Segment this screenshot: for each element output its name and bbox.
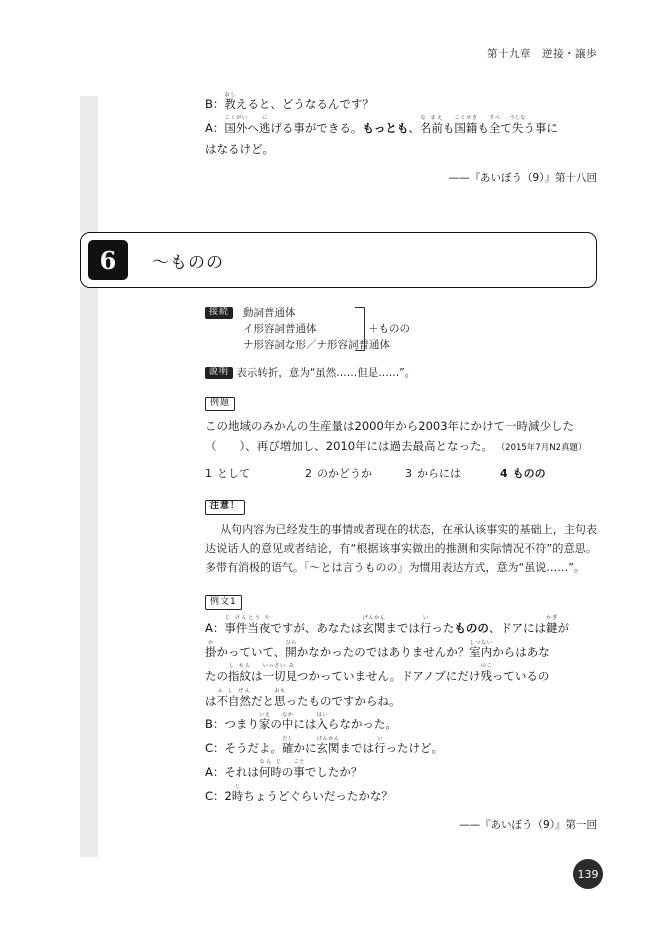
connection-form-item: イ形容詞普通体 — [243, 323, 317, 335]
explanation-text: 表示转折，意为“虽然……但是……”。 — [236, 367, 416, 379]
choice-option[interactable] — [205, 465, 305, 481]
ruby-mitsu: 見み — [285, 663, 297, 684]
choice-label: として — [217, 467, 250, 481]
section-heading — [80, 232, 597, 288]
example-sentence-block — [205, 589, 597, 832]
speaker-label: A： — [205, 121, 225, 135]
dialogue-line: A：事件じ けん当夜とう やですが、あなたは玄関げんかんまでは行いったものの、ドアには鍵かぎが — [205, 615, 570, 636]
dialogue-line-cont: 掛かかっていて、開ひらかなかったのではありませんか？室内しつないからはあな — [205, 639, 550, 659]
ruby-kokugai: 国外こくがい — [224, 115, 248, 135]
ruby-shimon: 指紋し もん — [228, 663, 251, 684]
ruby-tashika: 確たし — [282, 735, 294, 755]
dialogue-line-cont: はなるけど。 — [205, 142, 274, 156]
speaker-label: B： — [205, 717, 225, 732]
speaker-label: A： — [205, 765, 225, 780]
ruby-nokoru: 残のこ — [480, 663, 492, 684]
explanation-tag: 説明 — [205, 367, 233, 380]
ruby-ji: 時じ — [231, 783, 244, 803]
ruby-ushinau: 失うしな — [509, 115, 526, 135]
ruby-kagi: 鍵かぎ — [546, 615, 558, 636]
ruby-subete: 全すべ — [488, 115, 501, 135]
ruby-oshi: 教おし — [224, 92, 236, 111]
caution-text — [205, 520, 597, 577]
dialogue-line: B：教おしえると、どうなるんです？ — [205, 92, 374, 111]
ruby-itta: 行い — [419, 615, 432, 636]
top-dialogue — [205, 92, 597, 185]
speaker-label: B： — [205, 97, 225, 111]
ruby-genkan: 玄関げんかん — [362, 615, 386, 636]
dialogue-line: A：それは何時なん じの事ことでしたか？ — [205, 759, 363, 780]
choice-number: 3 — [405, 467, 412, 481]
connection-block — [205, 305, 597, 357]
connection-tag: 接続 — [205, 307, 233, 320]
example-question-text — [205, 416, 597, 458]
dialogue-source: ——『あいぼう（9）』第十八回 — [448, 172, 597, 184]
choice-option[interactable] — [305, 465, 405, 481]
explanation-block — [205, 365, 597, 381]
section-title: 〜ものの — [152, 253, 224, 273]
page-header: 第十九章 逆接・譲歩 — [487, 48, 597, 60]
example-sentence-body — [205, 615, 597, 832]
ruby-nanji: 何時なん じ — [258, 759, 282, 780]
dialogue-line: C：2時じちょうどぐらいだったかな？ — [205, 783, 393, 803]
ruby-jiken: 事件じ けん — [224, 615, 248, 636]
speaker-label: A： — [205, 621, 225, 636]
ruby-touya: 当夜とう や — [247, 615, 271, 636]
ruby-koto: 事こと — [293, 759, 305, 780]
speaker-label: C： — [205, 740, 225, 755]
section-number: 6 — [88, 240, 128, 280]
choice-option-correct[interactable] — [500, 465, 546, 481]
ruby-issai: 一切いっさい — [262, 663, 286, 684]
dialogue-line: C：そうだよ。確たしかに玄関げんかんまでは行いったけど。 — [205, 735, 444, 755]
dialogue-line: A：国外こくがいへ逃にげる事ができる。もっとも、名前な まえも国籍こくせきも全すべて失うしなう事に — [205, 115, 558, 135]
example-question-sentence: この地域のみかんの生産量は2000年から2003年にかけて一時減少した（ ）、再び増加し、2010年には過去最高となった。 — [205, 419, 575, 454]
example-question-source: （2015年7月N2真題） — [496, 443, 587, 454]
ruby-hiraku: 開ひら — [285, 639, 297, 659]
page-number: 139 — [573, 859, 603, 889]
connection-form-item: ナ形容詞な形／ナ形容詞普通体 — [243, 339, 390, 351]
connection-form-item: 動詞普通体 — [243, 307, 296, 319]
choice-label: のかどうか — [317, 467, 372, 481]
choice-label: ものの — [512, 467, 546, 481]
ruby-itta2: 行い — [374, 735, 386, 755]
dialogue-line: B：つまり家いえの中なかには入はいらなかった。 — [205, 712, 397, 732]
dialogue-line-cont: たの指紋し もんは一切いっさい見みつかっていません。ドアノブにだけ残のこっているの — [205, 663, 550, 684]
ruby-shitsunai: 室内しつない — [469, 639, 493, 659]
choice-option[interactable] — [405, 465, 500, 481]
caution-block — [205, 493, 597, 576]
choice-number: 4 — [500, 467, 508, 481]
example-question-block — [205, 390, 597, 481]
speaker-label: C： — [205, 788, 225, 803]
choice-number: 2 — [305, 467, 312, 481]
ruby-fushizen: 不自然ふ し ぜん — [216, 687, 251, 708]
ruby-genkan2: 玄関げんかん — [316, 735, 340, 755]
ruby-omou: 思おも — [274, 687, 286, 708]
ruby-kokuseki: 国籍こくせき — [454, 115, 478, 135]
choice-number: 1 — [205, 467, 212, 481]
choice-label: からには — [417, 467, 461, 481]
example-sentence-source: ——『あいぼう（9）』第一回 — [459, 819, 597, 832]
example-tag: 例題 — [205, 397, 235, 412]
ruby-naka: 中なか — [281, 712, 294, 732]
caution-tag: 注意！ — [205, 500, 245, 515]
left-decorative-band — [80, 96, 98, 857]
dialogue-line-cont: は不自然ふ し ぜんだと思おもったものですからね。 — [205, 687, 401, 708]
caution-body: 从句内容为已经发生的事情或者现在的状态，在承认该事实的基础上，主句表达说话人的意见或者结论，有“根据该事实做出的推测和实际情况不符”的意思。多带有消极的语气。「〜とは言うものの」为惯用表达方式，意为“虽说……”。 — [205, 522, 597, 574]
ruby-namae: 名前な まえ — [419, 115, 443, 135]
connection-suffix: ＋ものの — [368, 323, 410, 335]
ruby-ie: 家いえ — [258, 712, 271, 732]
example-choices — [205, 465, 597, 481]
ruby-nige: 逃に — [258, 115, 271, 135]
grammar-body — [205, 305, 597, 832]
brace-icon — [355, 307, 365, 351]
example-sentence-tag: 例文1 — [205, 595, 242, 610]
ruby-kakaru: 掛か — [205, 639, 217, 659]
ruby-hairu: 入はい — [316, 712, 328, 732]
